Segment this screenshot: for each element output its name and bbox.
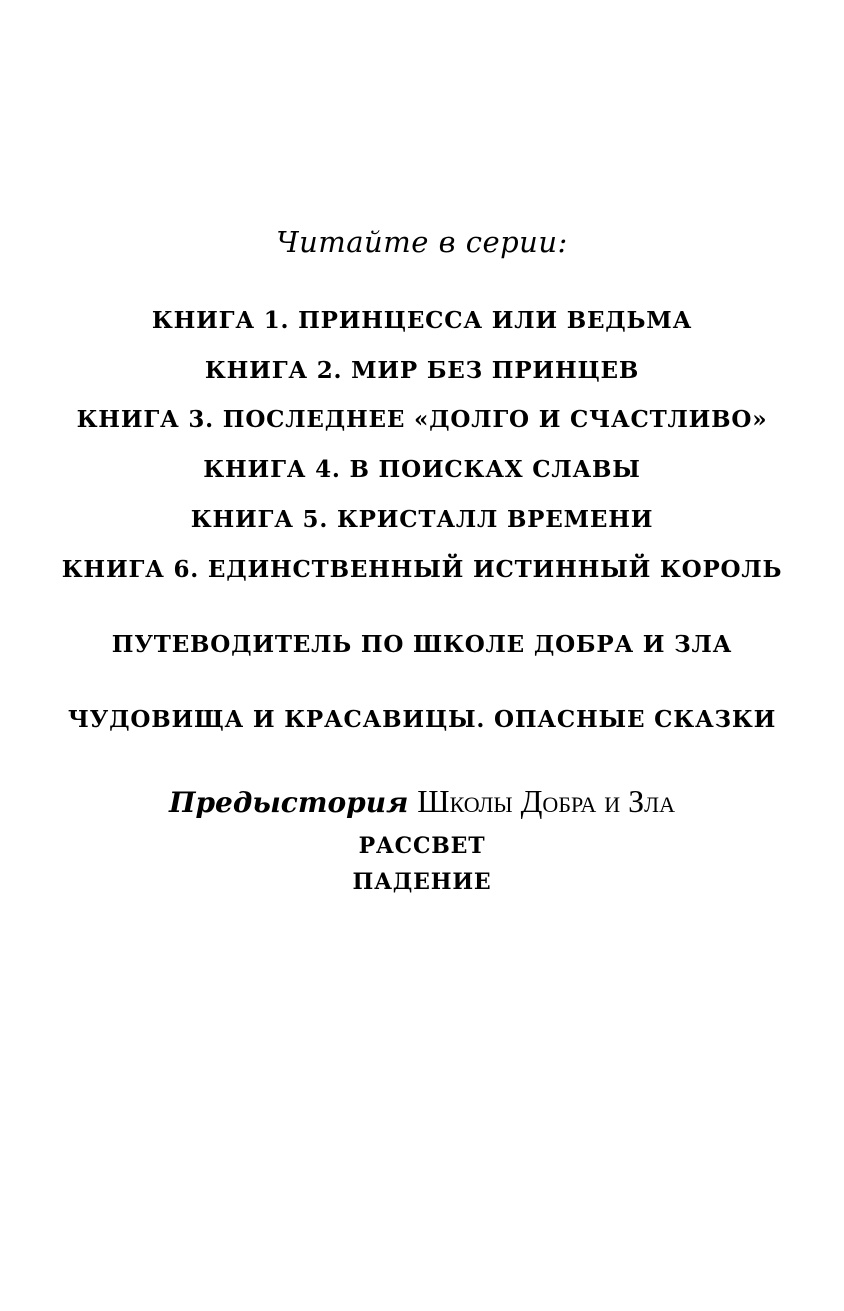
book-title-1: КНИГА 1. ПРИНЦЕССА ИЛИ ВЕДЬМА bbox=[151, 307, 693, 334]
prequel-heading bbox=[0, 785, 844, 817]
prequel-series-title: Школы Добра и Зла bbox=[417, 783, 675, 819]
guide-title: ПУТЕВОДИТЕЛЬ ПО ШКОЛЕ ДОБРА И ЗЛА bbox=[111, 631, 733, 658]
book-title-5: КНИГА 5. КРИСТАЛЛ ВРЕМЕНИ bbox=[190, 506, 654, 533]
book-title-6: КНИГА 6. ЕДИНСТВЕННЫЙ ИСТИННЫЙ КОРОЛЬ bbox=[61, 556, 783, 583]
book-title-4: КНИГА 4. В ПОИСКАХ СЛАВЫ bbox=[203, 456, 641, 483]
prequel-label: Предыстория bbox=[169, 786, 409, 819]
book-title-2: КНИГА 2. МИР БЕЗ ПРИНЦЕВ bbox=[204, 357, 640, 384]
prequel-book-2: ПАДЕНИЕ bbox=[352, 869, 492, 895]
book-title-3: КНИГА 3. ПОСЛЕДНЕЕ «ДОЛГО И СЧАСТЛИВО» bbox=[76, 406, 768, 433]
prequel-book-1: РАССВЕТ bbox=[358, 833, 486, 859]
series-heading: Читайте в серии: bbox=[276, 225, 568, 259]
monsters-title: ЧУДОВИЩА И КРАСАВИЦЫ. ОПАСНЫЕ СКАЗКИ bbox=[67, 706, 777, 733]
